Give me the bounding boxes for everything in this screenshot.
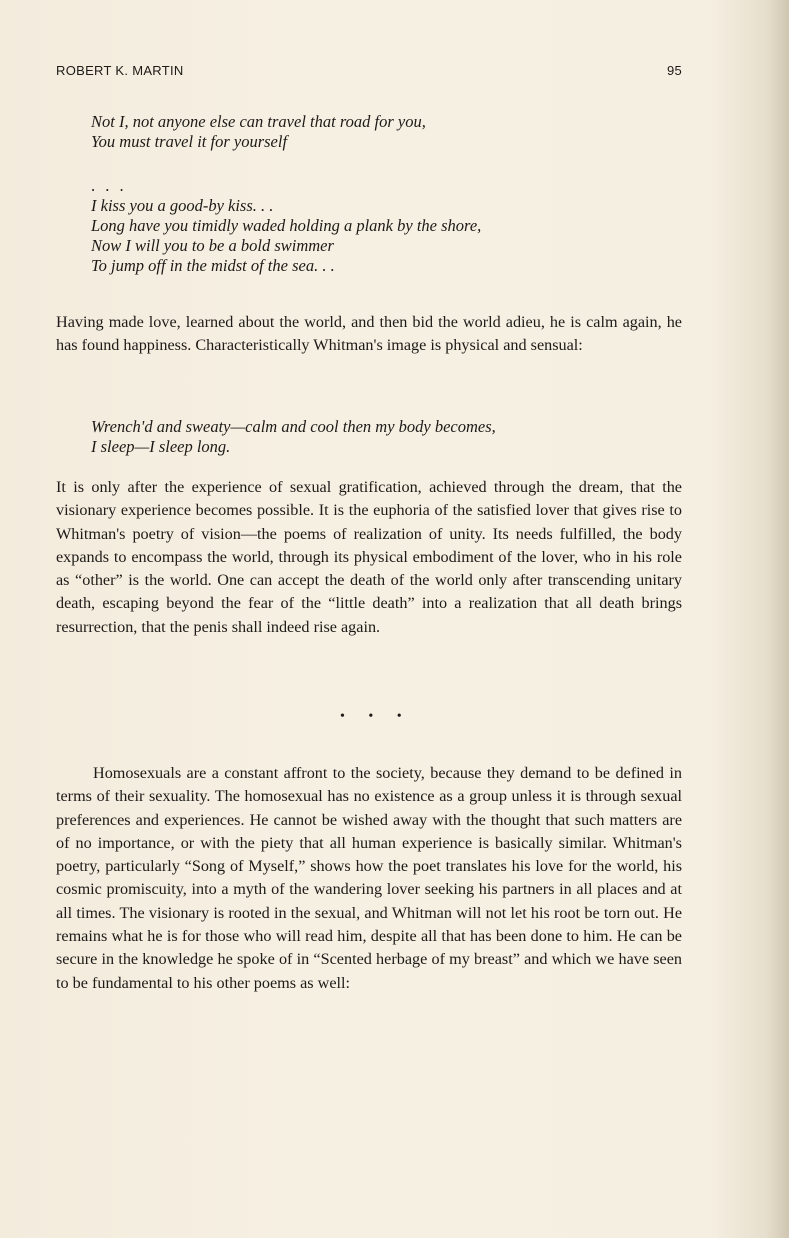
running-head xyxy=(56,63,682,83)
verse-line: I sleep—I sleep long. xyxy=(91,437,231,456)
verse-line: Wrench'd and sweaty—calm and cool then my body becomes, xyxy=(91,417,496,436)
verse-line: To jump off in the midst of the sea. . . xyxy=(91,256,335,275)
paragraph-1: Having made love, learned about the world, and then bid the world adieu, he is calm again, he has found happiness. Characteristically Whitman's image is physical and sensual: xyxy=(56,313,682,355)
running-head-author: ROBERT K. MARTIN xyxy=(56,63,184,78)
verse-line: I kiss you a good-by kiss. . . xyxy=(91,196,274,215)
verse-ellipsis: . . . xyxy=(91,176,127,195)
paragraph-2: It is only after the experience of sexual gratification, achieved through the dream, that the visionary experience becomes possible. It is the euphoria of the satisfied lover that gives rise to Whitman's poetry of vision—the poems of realization of unity. Its needs fulfilled, the body expands to encompass the world, through its physical embodiment of the lover, who in his role as “other” is the world. One can accept the death of the world only after transcending unitary death, escaping beyond the fear of the “little death” into a realization that all death brings resurrection, that the penis shall indeed rise again. xyxy=(56,478,682,636)
paragraph-3: Homosexuals are a constant affront to the society, because they demand to be defined in terms of their sexuality. The homosexual has no existence as a group unless it is through sexual preferences and experiences. He cannot be wished away with the thought that such matters are of no importance, or with the piety that all human experience is basically similar. Whitman's poetry, particularly “Song of Myself,” shows how the poet translates his love for the world, his cosmic promiscuity, into a myth of the wandering lover seeking his partners in all places and at all times. The visionary is rooted in the sexual, and Whitman will not let his root be torn out. He remains what he is for those who will read him, despite all that has been done to him. He can be secure in the knowledge he spoke of in “Scented herbage of my breast” and which we have seen to be fundamental to his other poems as well: xyxy=(56,764,682,992)
page-number: 95 xyxy=(666,63,682,78)
section-break: • • • xyxy=(340,709,412,724)
verse-quote-1 xyxy=(91,112,426,152)
verse-line: Long have you timidly waded holding a plank by the shore, xyxy=(91,216,482,235)
verse-line: You must travel it for yourself xyxy=(91,132,288,151)
verse-quote-2 xyxy=(91,176,481,276)
verse-line: Now I will you to be a bold swimmer xyxy=(91,236,334,255)
verse-quote-3 xyxy=(91,417,496,457)
verse-line: Not I, not anyone else can travel that road for you, xyxy=(91,112,426,131)
